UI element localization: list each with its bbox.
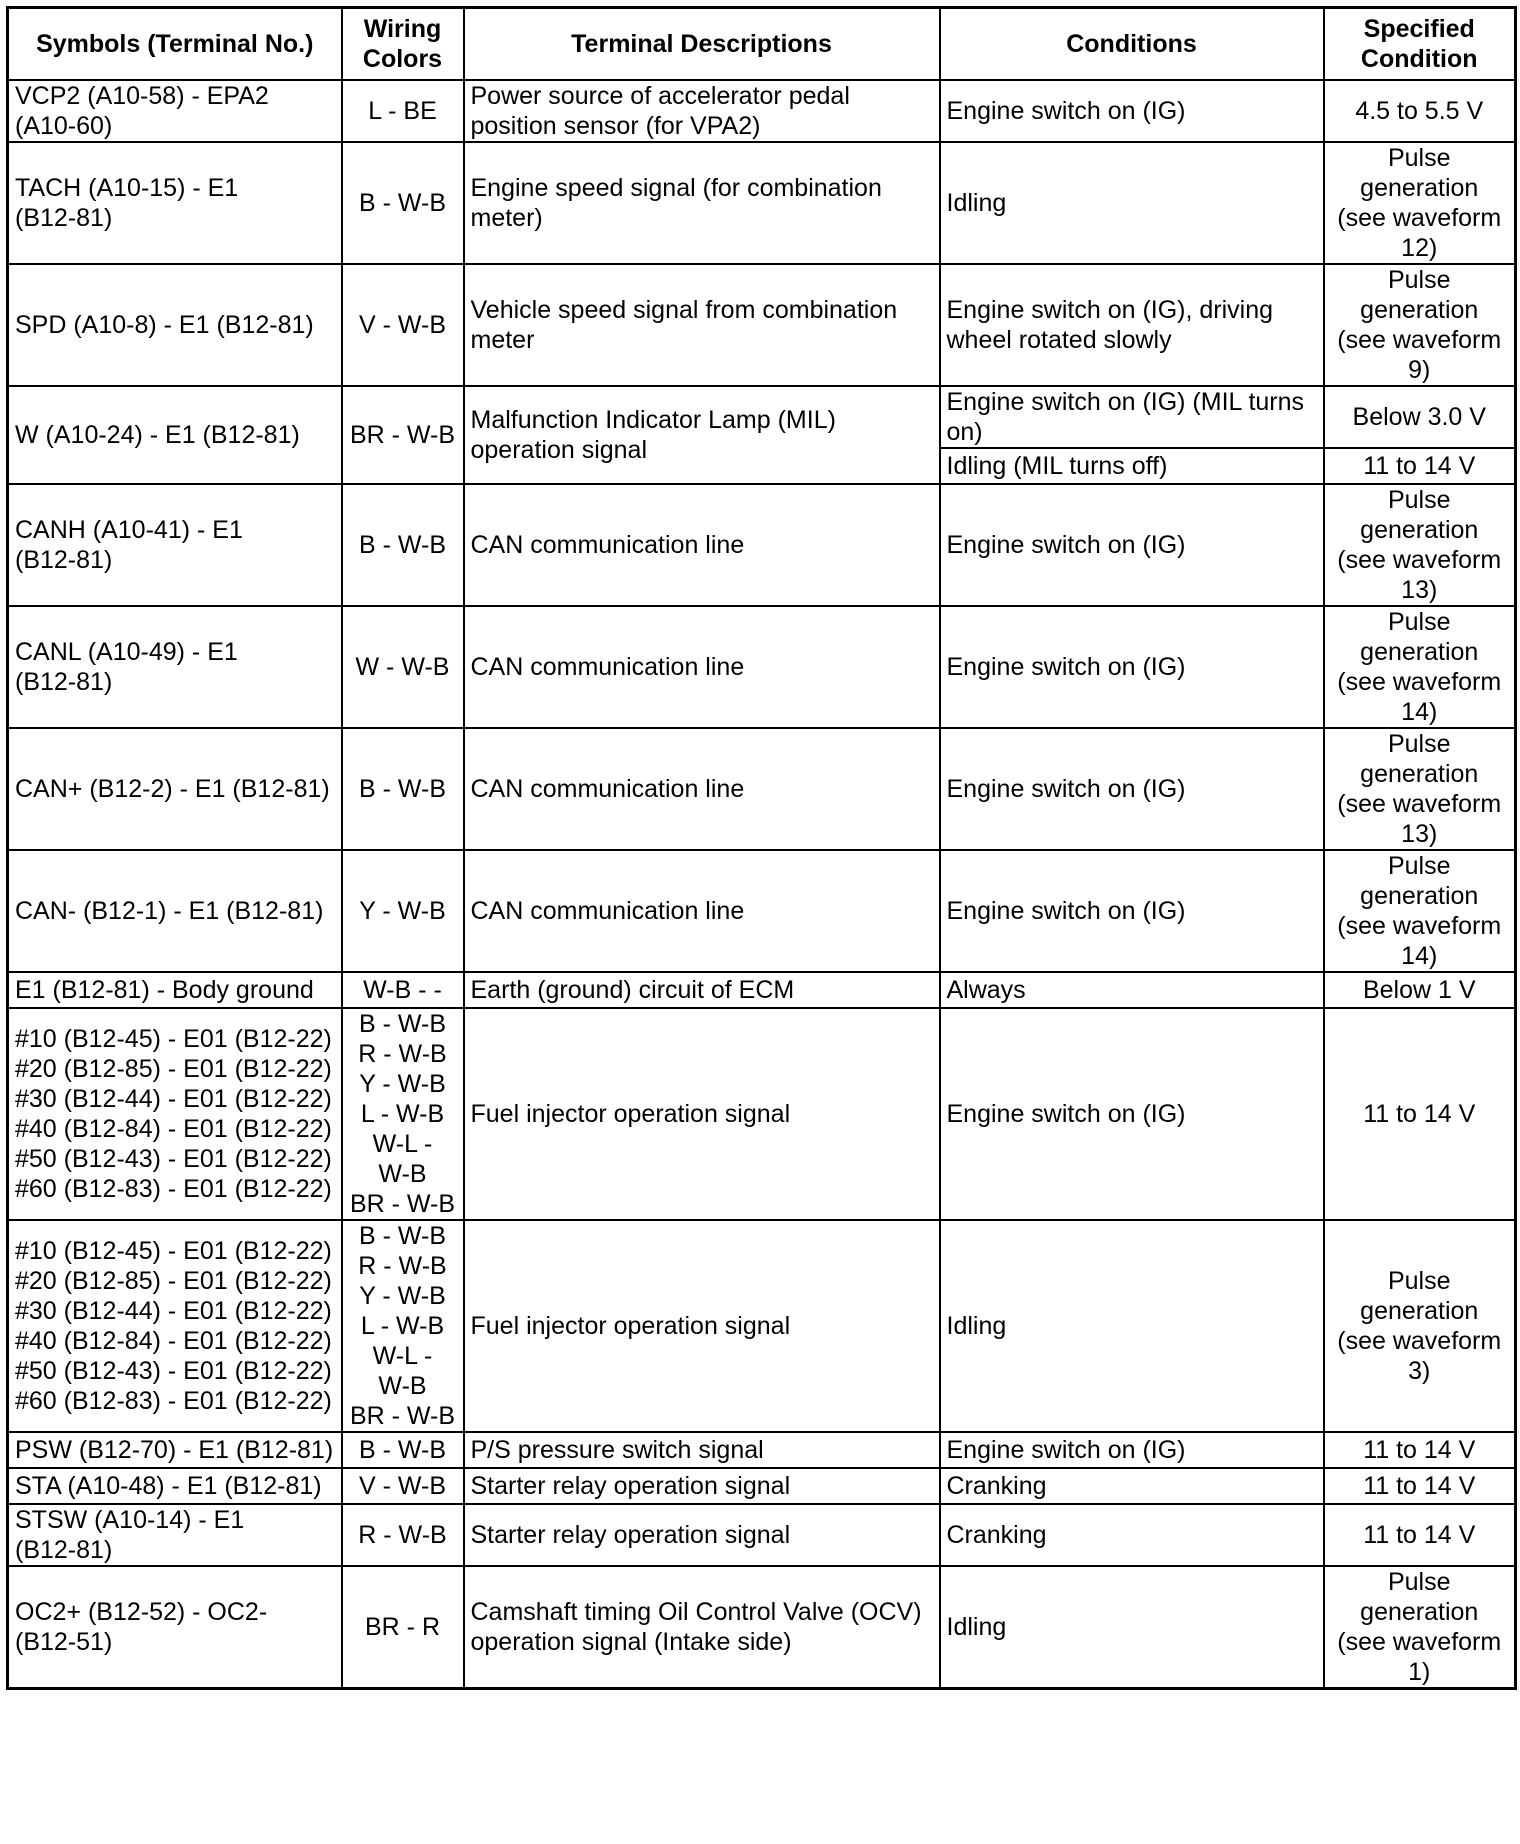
condition-cell: Engine switch on (IG) [940,850,1324,972]
wiring-color-cell: B - W-B [342,1432,464,1468]
condition-cell: Engine switch on (IG) [940,484,1324,606]
table-row [8,1468,1516,1504]
terminal-symbol-cell: PSW (B12-70) - E1 (B12-81) [8,1432,342,1468]
terminal-spec-table-container [6,6,1517,1690]
terminal-symbol-cell: OC2+ (B12-52) - OC2- (B12-51) [8,1566,342,1689]
wiring-color-cell: R - W-B [342,1504,464,1566]
terminal-description-cell: Fuel injector operation signal [464,1008,940,1220]
table-header [8,8,1516,81]
terminal-symbol-cell: W (A10-24) - E1 (B12-81) [8,386,342,484]
terminal-description-cell: CAN communication line [464,728,940,850]
terminal-description-cell: Engine speed signal (for combination meter) [464,142,940,264]
specified-condition-cell: Pulse generation (see waveform 14) [1324,606,1516,728]
specified-condition-cell: 11 to 14 V [1324,448,1516,484]
table-row [8,1220,1516,1432]
wiring-color-cell: BR - R [342,1566,464,1689]
specified-condition-cell: 11 to 14 V [1324,1008,1516,1220]
wiring-color-cell: Y - W-B [342,850,464,972]
table-row [8,484,1516,606]
specified-condition-cell: Pulse generation (see waveform 14) [1324,850,1516,972]
condition-cell: Idling [940,1220,1324,1432]
specified-condition-cell: Pulse generation (see waveform 9) [1324,264,1516,386]
table-row [8,728,1516,850]
specified-condition-cell: Pulse generation (see waveform 1) [1324,1566,1516,1689]
table-row [8,1566,1516,1689]
wiring-color-cell: B - W-B R - W-B Y - W-B L - W-B W-L - W-B BR - W-B [342,1008,464,1220]
specified-condition-cell: 4.5 to 5.5 V [1324,80,1516,142]
terminal-description-cell: P/S pressure switch signal [464,1432,940,1468]
table-row [8,1504,1516,1566]
table-row [8,386,1516,448]
condition-cell: Engine switch on (IG) (MIL turns on) [940,386,1324,448]
specified-condition-cell: 11 to 14 V [1324,1468,1516,1504]
terminal-symbol-cell: STA (A10-48) - E1 (B12-81) [8,1468,342,1504]
condition-cell: Engine switch on (IG), driving wheel rotated slowly [940,264,1324,386]
condition-cell: Idling [940,142,1324,264]
table-row [8,850,1516,972]
wiring-color-cell: W - W-B [342,606,464,728]
specified-condition-cell: Pulse generation (see waveform 3) [1324,1220,1516,1432]
table-row [8,606,1516,728]
header-symbols: Symbols (Terminal No.) [8,8,342,81]
terminal-description-cell: Camshaft timing Oil Control Valve (OCV) operation signal (Intake side) [464,1566,940,1689]
terminal-description-cell: Earth (ground) circuit of ECM [464,972,940,1008]
terminal-description-cell: CAN communication line [464,606,940,728]
wiring-color-cell: B - W-B [342,728,464,850]
terminal-description-cell: Fuel injector operation signal [464,1220,940,1432]
terminal-description-cell: Power source of accelerator pedal position sensor (for VPA2) [464,80,940,142]
terminal-symbol-cell: VCP2 (A10-58) - EPA2 (A10-60) [8,80,342,142]
table-row [8,264,1516,386]
terminal-description-cell: Vehicle speed signal from combination meter [464,264,940,386]
terminal-symbol-cell: STSW (A10-14) - E1 (B12-81) [8,1504,342,1566]
condition-cell: Idling (MIL turns off) [940,448,1324,484]
specified-condition-cell: Pulse generation (see waveform 13) [1324,484,1516,606]
specified-condition-cell: Pulse generation (see waveform 13) [1324,728,1516,850]
terminal-description-cell: CAN communication line [464,484,940,606]
condition-cell: Engine switch on (IG) [940,1008,1324,1220]
specified-condition-cell: Below 1 V [1324,972,1516,1008]
specified-condition-cell: Below 3.0 V [1324,386,1516,448]
table-row [8,1008,1516,1220]
table-row [8,142,1516,264]
terminal-description-cell: CAN communication line [464,850,940,972]
specified-condition-cell: Pulse generation (see waveform 12) [1324,142,1516,264]
terminal-symbol-cell: #10 (B12-45) - E01 (B12-22) #20 (B12-85) - E01 (B12-22) #30 (B12-44) - E01 (B12-22) #40 (B12-84) - E01 (B12-22) #50 (B12-43) - E01 (B12-22) #60 (B12-83) - E01 (B12-22) [8,1008,342,1220]
header-conditions: Conditions [940,8,1324,81]
wiring-color-cell: BR - W-B [342,386,464,484]
condition-cell: Engine switch on (IG) [940,80,1324,142]
condition-cell: Engine switch on (IG) [940,606,1324,728]
terminal-symbol-cell: CAN+ (B12-2) - E1 (B12-81) [8,728,342,850]
wiring-color-cell: V - W-B [342,1468,464,1504]
terminal-description-cell: Malfunction Indicator Lamp (MIL) operation signal [464,386,940,484]
terminal-description-cell: Starter relay operation signal [464,1468,940,1504]
wiring-color-cell: W-B - - [342,972,464,1008]
header-terminal-descriptions: Terminal Descriptions [464,8,940,81]
wiring-color-cell: B - W-B [342,142,464,264]
condition-cell: Always [940,972,1324,1008]
terminal-symbol-cell: E1 (B12-81) - Body ground [8,972,342,1008]
wiring-color-cell: B - W-B R - W-B Y - W-B L - W-B W-L - W-B BR - W-B [342,1220,464,1432]
condition-cell: Engine switch on (IG) [940,728,1324,850]
condition-cell: Idling [940,1566,1324,1689]
specified-condition-cell: 11 to 14 V [1324,1504,1516,1566]
terminal-symbol-cell: #10 (B12-45) - E01 (B12-22) #20 (B12-85) - E01 (B12-22) #30 (B12-44) - E01 (B12-22) #40 (B12-84) - E01 (B12-22) #50 (B12-43) - E01 (B12-22) #60 (B12-83) - E01 (B12-22) [8,1220,342,1432]
terminal-symbol-cell: CANL (A10-49) - E1 (B12-81) [8,606,342,728]
terminal-symbol-cell: CANH (A10-41) - E1 (B12-81) [8,484,342,606]
terminal-description-cell: Starter relay operation signal [464,1504,940,1566]
condition-cell: Cranking [940,1504,1324,1566]
condition-cell: Cranking [940,1468,1324,1504]
condition-cell: Engine switch on (IG) [940,1432,1324,1468]
table-body [8,80,1516,1689]
table-row [8,972,1516,1008]
header-row [8,8,1516,81]
table-row [8,1432,1516,1468]
table-row [8,80,1516,142]
specified-condition-cell: 11 to 14 V [1324,1432,1516,1468]
terminal-symbol-cell: CAN- (B12-1) - E1 (B12-81) [8,850,342,972]
header-wiring-colors: Wiring Colors [342,8,464,81]
wiring-color-cell: L - BE [342,80,464,142]
wiring-color-cell: V - W-B [342,264,464,386]
terminal-symbol-cell: SPD (A10-8) - E1 (B12-81) [8,264,342,386]
terminal-symbol-cell: TACH (A10-15) - E1 (B12-81) [8,142,342,264]
terminal-spec-table [6,6,1517,1690]
wiring-color-cell: B - W-B [342,484,464,606]
header-specified-condition: Specified Condition [1324,8,1516,81]
